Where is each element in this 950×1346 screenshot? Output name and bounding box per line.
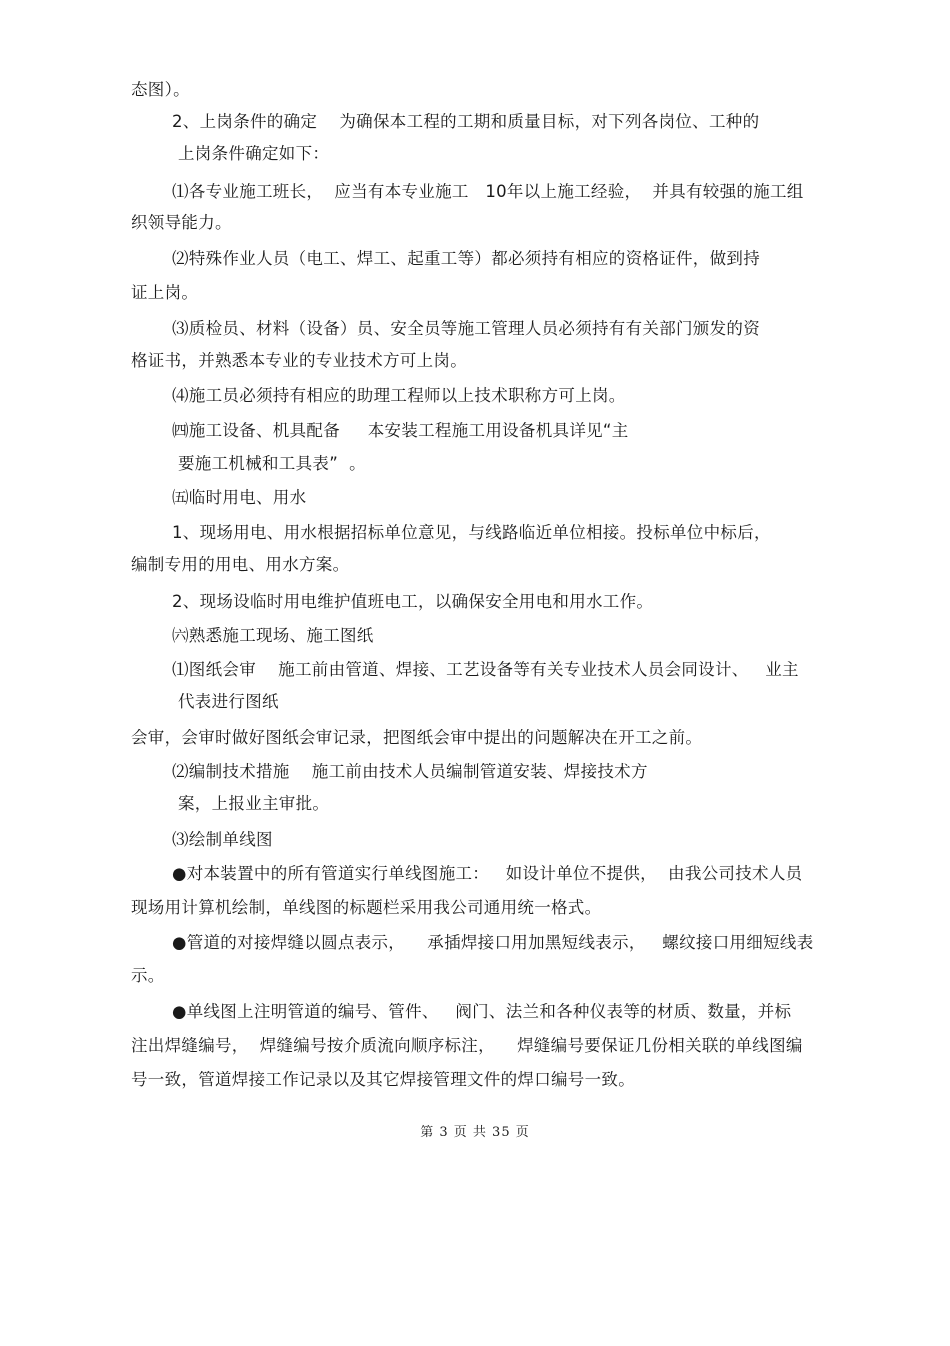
bullet-line: ●管道的对接焊缝以圆点表示， 承插焊接口用加黑短线表示， 螺纹接口用细短线表: [172, 933, 814, 952]
text-line: 2、现场设临时用电维护值班电工，以确保安全用电和用水工作。: [172, 592, 654, 611]
text-line: 态图）。: [131, 80, 190, 99]
text-line: 织领导能力。: [131, 213, 232, 232]
text-line: 号一致，管道焊接工作记录以及其它焊接管理文件的焊口编号一致。: [131, 1070, 635, 1089]
text-line: 现场用计算机绘制，单线图的标题栏采用我公司通用统一格式。: [131, 898, 602, 917]
text-line: 要施工机械和工具表” 。: [178, 454, 366, 473]
text-line: 1、现场用电、用水根据招标单位意见，与线路临近单位相接。投标单位中标后，: [172, 523, 771, 542]
text-line: ⑴图纸会审 施工前由管道、焊接、工艺设备等有关专业技术人员会同设计、 业主: [172, 660, 799, 679]
text-line: ⑷施工员必须持有相应的助理工程师以上技术职称方可上岗。: [172, 386, 626, 405]
text-line: ⑴各专业施工班长， 应当有本专业施工 10年以上施工经验， 并具有较强的施工组: [172, 182, 804, 201]
bullet-line: ●对本装置中的所有管道实行单线图施工： 如设计单位不提供， 由我公司技术人员: [172, 864, 803, 883]
text-line: ⑶质检员、材料（设备）员、安全员等施工管理人员必须持有有关部门颁发的资: [172, 319, 760, 338]
page-number-footer: 第 3 页 共 35 页: [420, 1125, 530, 1140]
text-line: 格证书，并熟悉本专业的专业技术方可上岗。: [131, 351, 467, 370]
text-line: 2、上岗条件的确定 为确保本工程的工期和质量目标，对下列各岗位、工种的: [172, 112, 760, 131]
text-line: ⑶绘制单线图: [172, 830, 273, 849]
section-heading: ㈤临时用电、用水: [172, 488, 307, 507]
text-line: 会审，会审时做好图纸会审记录，把图纸会审中提出的问题解决在开工之前。: [131, 728, 703, 747]
text-line: ㈣施工设备、机具配备 本安装工程施工用设备机具详见“主: [172, 421, 629, 440]
text-line: ⑵编制技术措施 施工前由技术人员编制管道安装、焊接技术方: [172, 762, 648, 781]
text-line: 案，上报业主审批。: [178, 794, 330, 813]
text-line: 代表进行图纸: [178, 692, 279, 711]
section-heading: ㈥熟悉施工现场、施工图纸: [172, 626, 374, 645]
text-line: 证上岗。: [131, 283, 199, 302]
text-line: 示。: [131, 966, 165, 985]
text-line: 上岗条件确定如下：: [178, 144, 330, 163]
text-line: 编制专用的用电、用水方案。: [131, 555, 350, 574]
text-line: ⑵特殊作业人员（电工、焊工、起重工等）都必须持有相应的资格证件，做到持: [172, 249, 760, 268]
bullet-line: ●单线图上注明管道的编号、管件、 阀门、法兰和各种仪表等的材质、数量，并标: [172, 1002, 792, 1021]
text-line: 注出焊缝编号， 焊缝编号按介质流向顺序标注， 焊缝编号要保证几份相关联的单线图编: [131, 1036, 803, 1055]
